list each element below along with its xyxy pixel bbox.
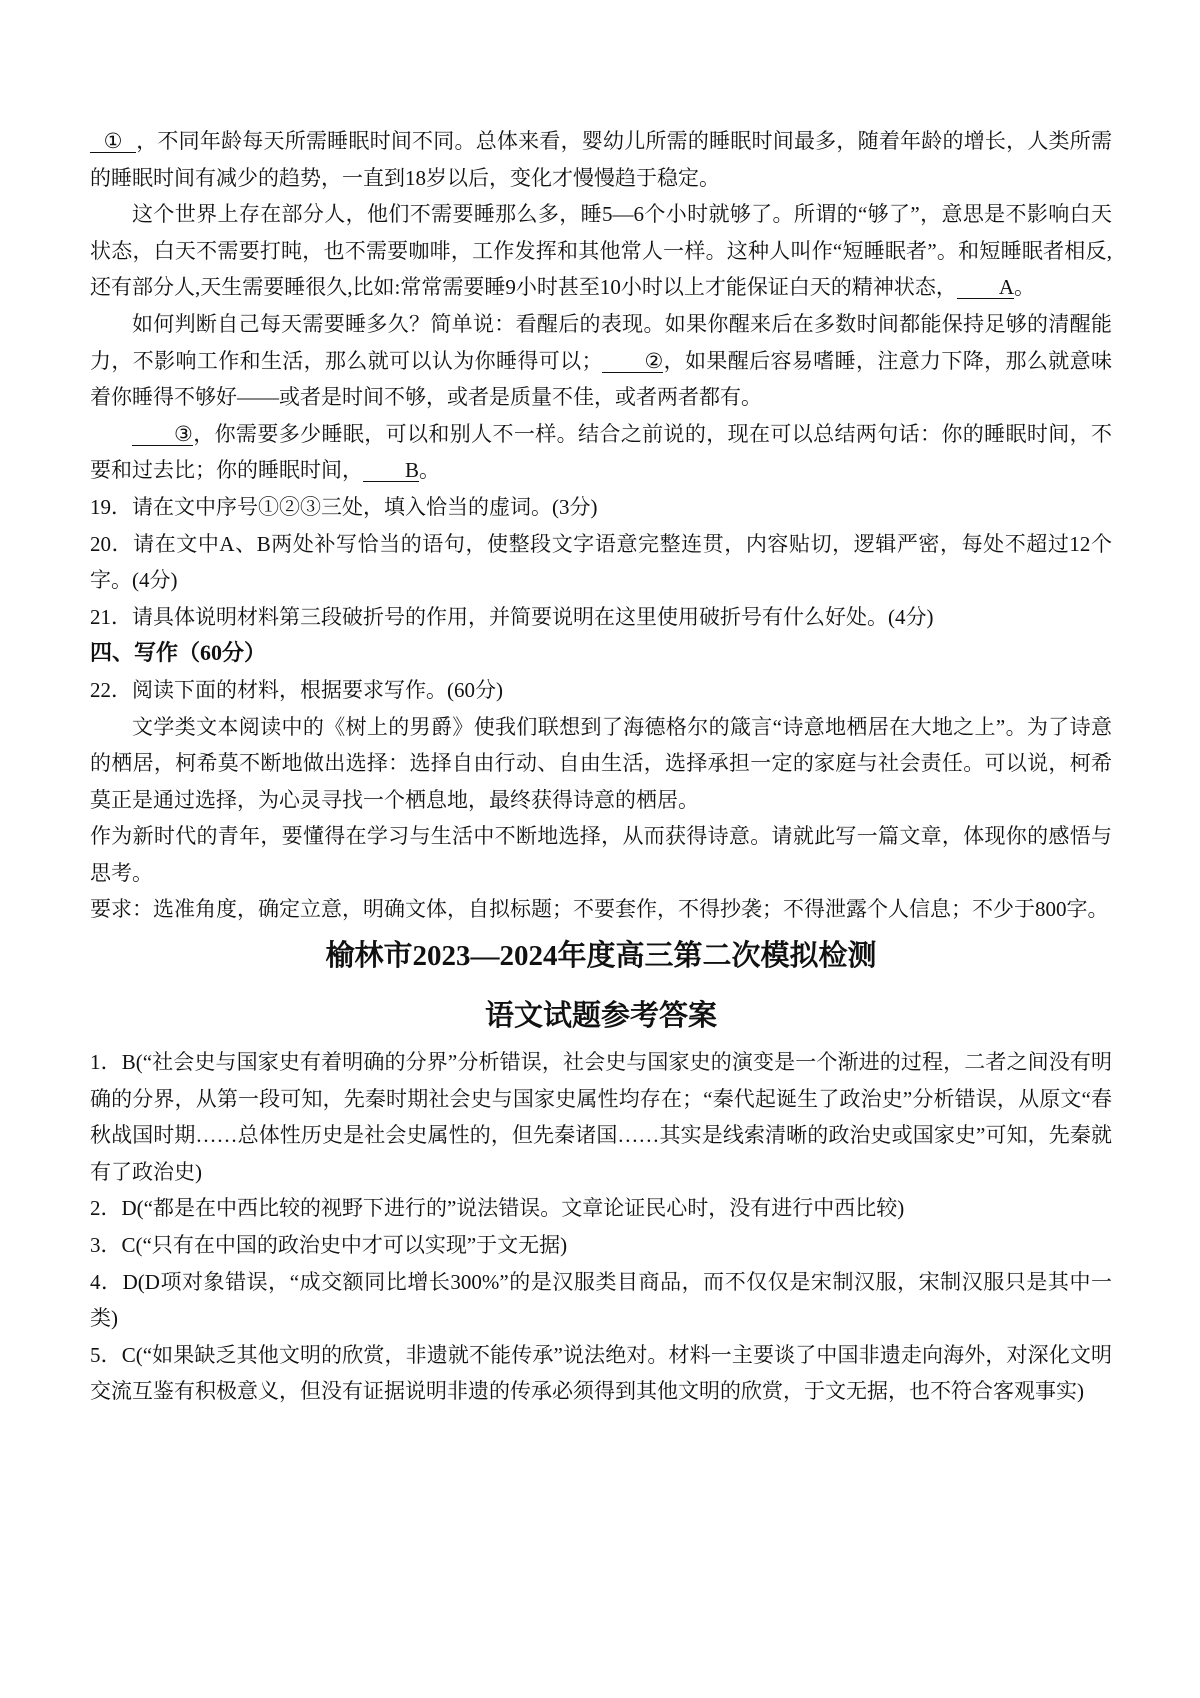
question-20: 20．请在文中A、B两处补写恰当的语句，使整段文字语意完整连贯，内容贴切，逻辑严密，每处不超过12个字。(4分) [90, 531, 1112, 593]
passage-paragraph-2 [90, 196, 1112, 306]
paragraph-text: 。 [419, 458, 441, 483]
blank-3: ③ [132, 423, 193, 446]
passage-paragraph-3 [90, 306, 1112, 416]
answer-key-title: 榆林市2023—2024年度高三第二次模拟检测 [325, 940, 877, 973]
answer-4: 4．D(D项对象错误，“成交额同比增长300%”的是汉服类目商品，而不仅仅是宋制汉服，宋制汉服只是其中一类) [90, 1269, 1112, 1331]
writing-requirements: 要求：选准角度，确定立意，明确文体，自拟标题；不要套作，不得抄袭；不得泄露个人信息；不少于800字。 [90, 897, 1109, 922]
section-heading-writing: 四、写作（60分） [90, 640, 267, 666]
blank-1: ① [90, 130, 136, 153]
passage-paragraph-4 [90, 416, 1112, 489]
paragraph-text: ，如果醒后容易嗜睡，注意力下降，那么就意味着你睡得不够好——或者是时间不够，或者是质量不佳，或者两者都有。 [90, 348, 1112, 410]
answer-1: 1．B(“社会史与国家史有着明确的分界”分析错误，社会史与国家史的演变是一个渐进的过程，二者之间没有明确的分界，从第一段可知，先秦时期社会史与国家史属性均存在；“秦代起诞生了政治史”分析错误，从原文“春秋战国时期……总体性历史是社会史属性的，但先秦诸国……其实是线索清晰的政治史或国家史”可知，先秦就有了政治史) [90, 1050, 1112, 1184]
answer-3: 3．C(“只有在中国的政治史中才可以实现”于文无据) [90, 1233, 568, 1258]
question-22: 22．阅读下面的材料，根据要求写作。(60分) [90, 677, 503, 702]
writing-material: 文学类文本阅读中的《树上的男爵》使我们联想到了海德格尔的箴言“诗意地栖居在大地之上”。为了诗意的栖居，柯希莫不断地做出选择：选择自由行动、自由生活，选择承担一定的家庭与社会责任。可以说，柯希莫正是通过选择，为心灵寻找一个栖息地，最终获得诗意的栖居。 [90, 714, 1112, 812]
passage-paragraph-1 [90, 123, 1112, 196]
paragraph-text: ，不同年龄每天所需睡眠时间不同。总体来看，婴幼儿所需的睡眠时间最多，随着年龄的增长，人类所需的睡眠时间有减少的趋势，一直到18岁以后，变化才慢慢趋于稳定。 [90, 129, 1112, 190]
blank-a: A [957, 276, 1014, 299]
answer-key-subtitle: 语文试题参考答案 [484, 1000, 717, 1033]
paragraph-text: 。 [1014, 275, 1036, 300]
question-21: 21．请具体说明材料第三段破折号的作用，并简要说明在这里使用破折号有什么好处。(4分) [90, 604, 934, 629]
answer-2: 2．D(“都是在中西比较的视野下进行的”说法错误。文章论证民心时，没有进行中西比较) [90, 1196, 905, 1221]
question-19: 19．请在文中序号①②③三处，填入恰当的虚词。(3分) [90, 494, 598, 519]
paragraph-text: 如何判断自己每天需要睡多久？简单说：看醒后的表现。如果你醒来后在多数时间都能保持足够的清醒能力，不影响工作和生活，那么就可以认为你睡得可以； [90, 311, 1112, 373]
document-page [90, 123, 1112, 1410]
blank-2: ② [602, 350, 663, 373]
blank-b: B [363, 459, 419, 482]
paragraph-text: ，你需要多少睡眠，可以和别人不一样。结合之前说的，现在可以总结两句话：你的睡眠时间，不要和过去比；你的睡眠时间， [90, 421, 1112, 483]
paragraph-text: 这个世界上存在部分人，他们不需要睡那么多，睡5—6个小时就够了。所谓的“够了”，意思是不影响白天状态，白天不需要打盹，也不需要咖啡，工作发挥和其他常人一样。这种人叫作“短睡眠者”。和短睡眠者相反,还有部分人,天生需要睡很久,比如:常常需要睡9小时甚至10小时以上才能保证白天的精神状态， [90, 202, 1112, 300]
writing-prompt: 作为新时代的青年，要懂得在学习与生活中不断地选择，从而获得诗意。请就此写一篇文章，体现你的感悟与思考。 [90, 824, 1112, 885]
answer-5: 5．C(“如果缺乏其他文明的欣赏，非遗就不能传承”说法绝对。材料一主要谈了中国非遗走向海外，对深化文明交流互鉴有积极意义，但没有证据说明非遗的传承必须得到其他文明的欣赏，于文无据，也不符合客观事实) [90, 1342, 1112, 1404]
